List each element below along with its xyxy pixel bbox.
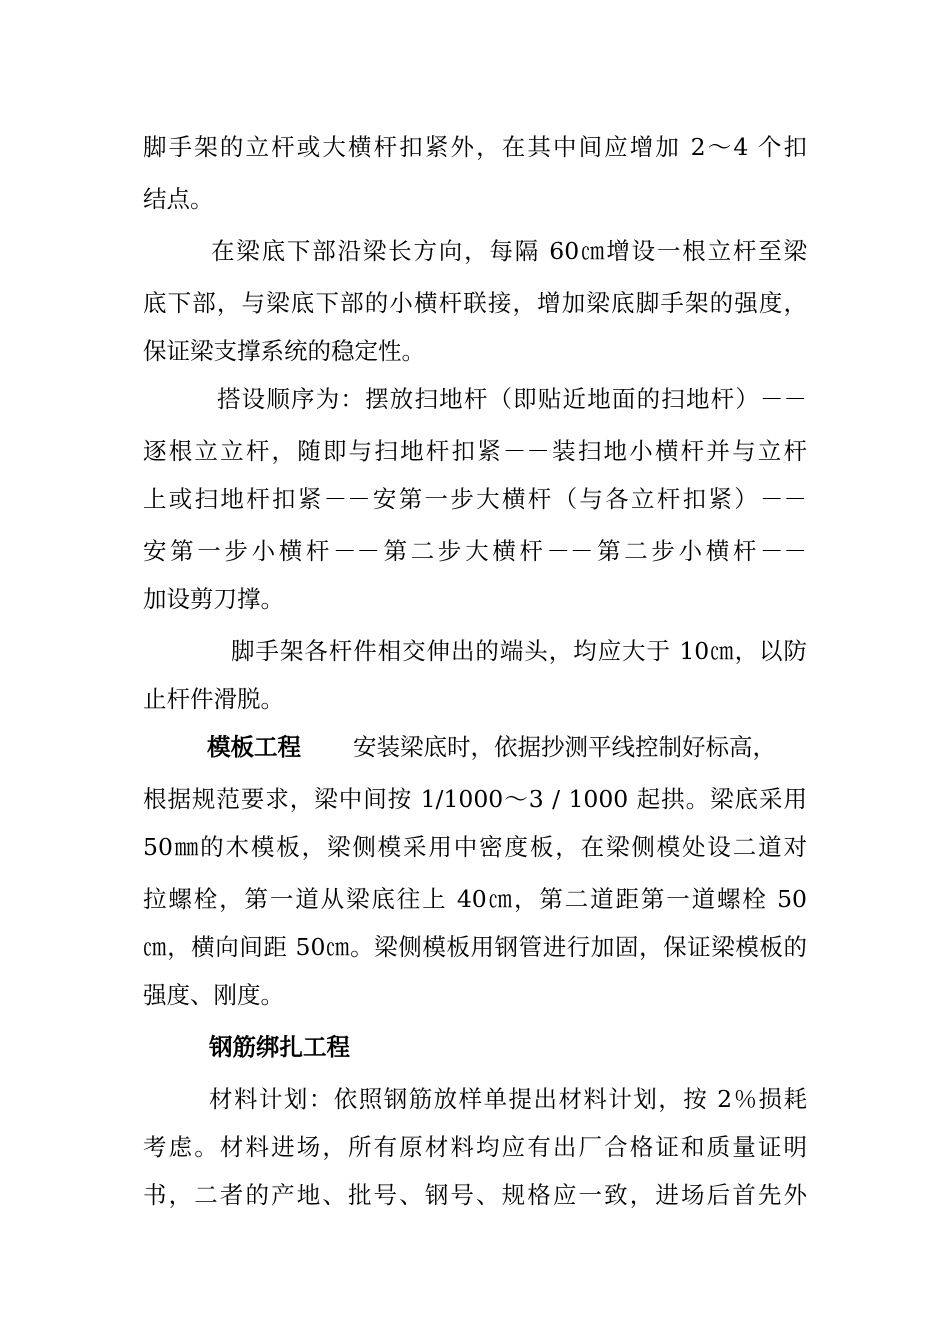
text-line: 脚手架的立杆或大横杆扣紧外，在其中间应增加 2～4 个扣 [143, 133, 807, 161]
text-line: 结点。 [143, 185, 214, 213]
formwork-paragraph-first-line [207, 727, 807, 767]
text-line: 加设剪刀撑。 [143, 585, 284, 613]
text-line: 搭设顺序为：摆放扫地杆（即贴近地面的扫地杆）－－ [217, 385, 807, 413]
text-line: 材料计划：依照钢筋放样单提出材料计划，按 2％损耗 [209, 1085, 807, 1113]
text-line: 考虑。材料进场，所有原材料均应有出厂合格证和质量证明 [143, 1133, 807, 1161]
text-line: 安第一步小横杆－－第二步大横杆－－第二步小横杆－－ [143, 537, 807, 565]
text-line: ㎝，横向间距 50㎝。梁侧模板用钢管进行加固，保证梁模板的 [143, 933, 807, 961]
text-line: 根据规范要求，梁中间按 1/1000～3 / 1000 起拱。梁底采用 [143, 785, 807, 813]
text-line: 安装梁底时，依据抄测平线控制好标高， [353, 733, 776, 761]
section-heading-formwork: 模板工程 [207, 733, 301, 761]
text-line: 上或扫地杆扣紧－－安第一步大横杆（与各立杆扣紧）－－ [143, 485, 807, 513]
text-line: 底下部，与梁底下部的小横杆联接，增加梁底脚手架的强度， [143, 289, 807, 317]
text-line: 逐根立立杆，随即与扫地杆扣紧－－装扫地小横杆并与立杆 [143, 437, 807, 465]
text-line: 拉螺栓，第一道从梁底往上 40㎝，第二道距第一道螺栓 50 [143, 885, 807, 913]
text-line: 止杆件滑脱。 [143, 685, 284, 713]
text-line: 强度、刚度。 [143, 981, 284, 1009]
text-line: 在梁底下部沿梁长方向，每隔 60㎝增设一根立杆至梁 [211, 237, 807, 265]
text-line: 50㎜的木模板，梁侧模采用中密度板，在梁侧模处设二道对 [143, 833, 807, 861]
text-line: 脚手架各杆件相交伸出的端头，均应大于 10㎝，以防 [231, 637, 807, 665]
section-heading-rebar: 钢筋绑扎工程 [209, 1033, 350, 1061]
text-line: 保证梁支撑系统的稳定性。 [143, 337, 425, 365]
text-line: 书，二者的产地、批号、钢号、规格应一致，进场后首先外 [143, 1181, 807, 1209]
